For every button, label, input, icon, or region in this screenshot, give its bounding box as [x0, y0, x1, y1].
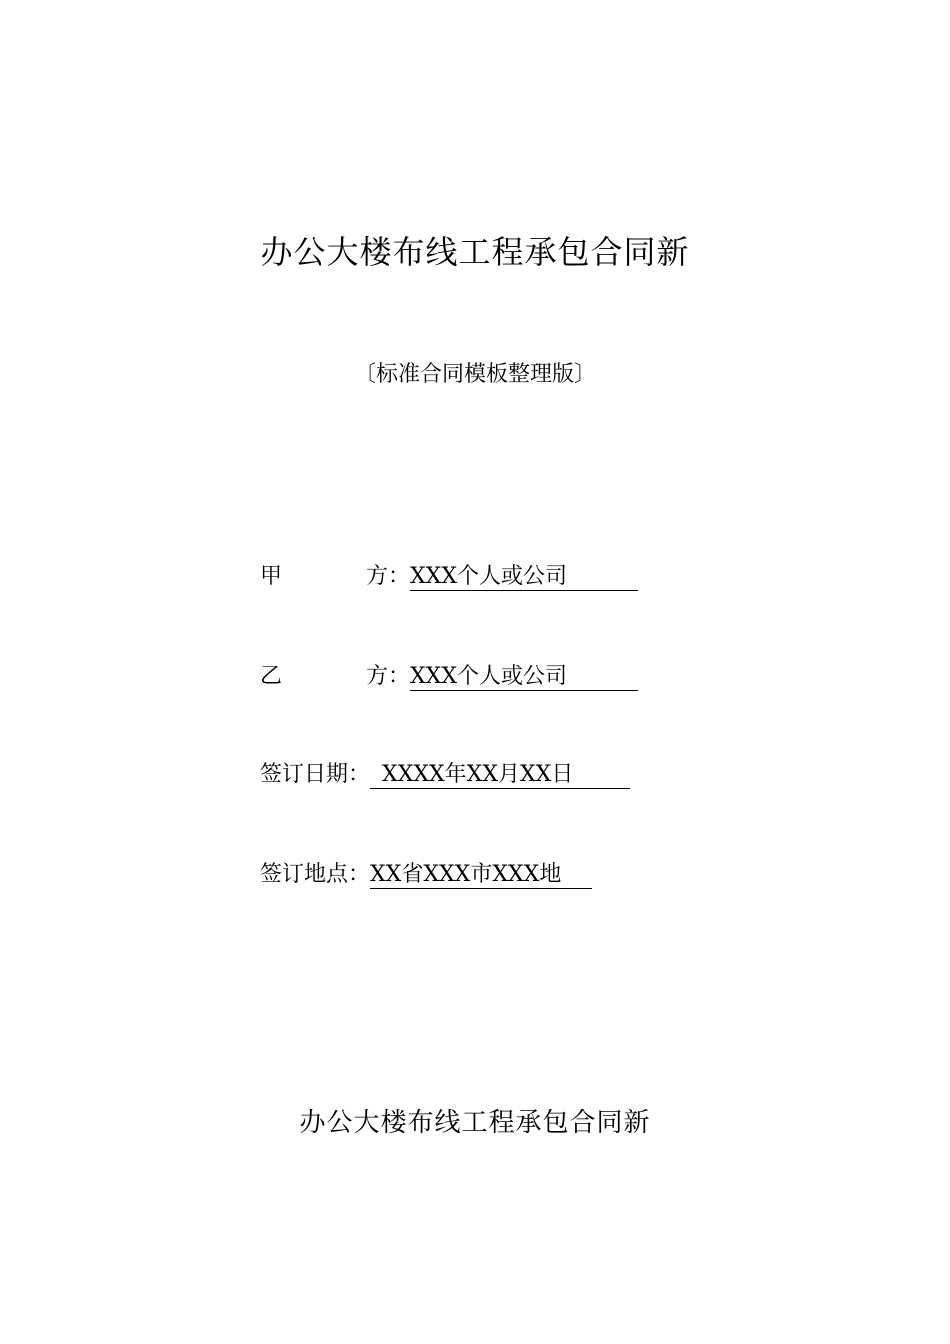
sign-place-field	[260, 858, 592, 892]
party-a-colon: ：	[388, 564, 411, 589]
document-subtitle: 〔标准合同模板整理版〕	[353, 362, 596, 387]
sign-place-value: XX省XXX市XXX地	[370, 862, 592, 889]
party-b-label: 乙 方	[260, 664, 388, 689]
party-b-value: XXX个人或公司	[410, 664, 638, 691]
sign-date-value: XXXX年XX月XX日	[370, 762, 630, 789]
sign-place-colon: ：	[348, 862, 371, 887]
party-b-colon: ：	[388, 664, 411, 689]
sign-date-label: 签订日期	[260, 762, 349, 787]
party-a-value: XXX个人或公司	[410, 564, 638, 591]
sign-date-field	[260, 758, 630, 792]
sign-place-label: 签订地点	[260, 862, 349, 887]
party-b-field	[260, 660, 638, 694]
sign-date-colon: ：	[348, 762, 371, 787]
footer-title: 办公大楼布线工程承包合同新	[299, 1108, 651, 1138]
document-title: 办公大楼布线工程承包合同新	[260, 233, 690, 271]
party-a-field	[260, 560, 638, 594]
party-a-label: 甲 方	[260, 564, 388, 589]
